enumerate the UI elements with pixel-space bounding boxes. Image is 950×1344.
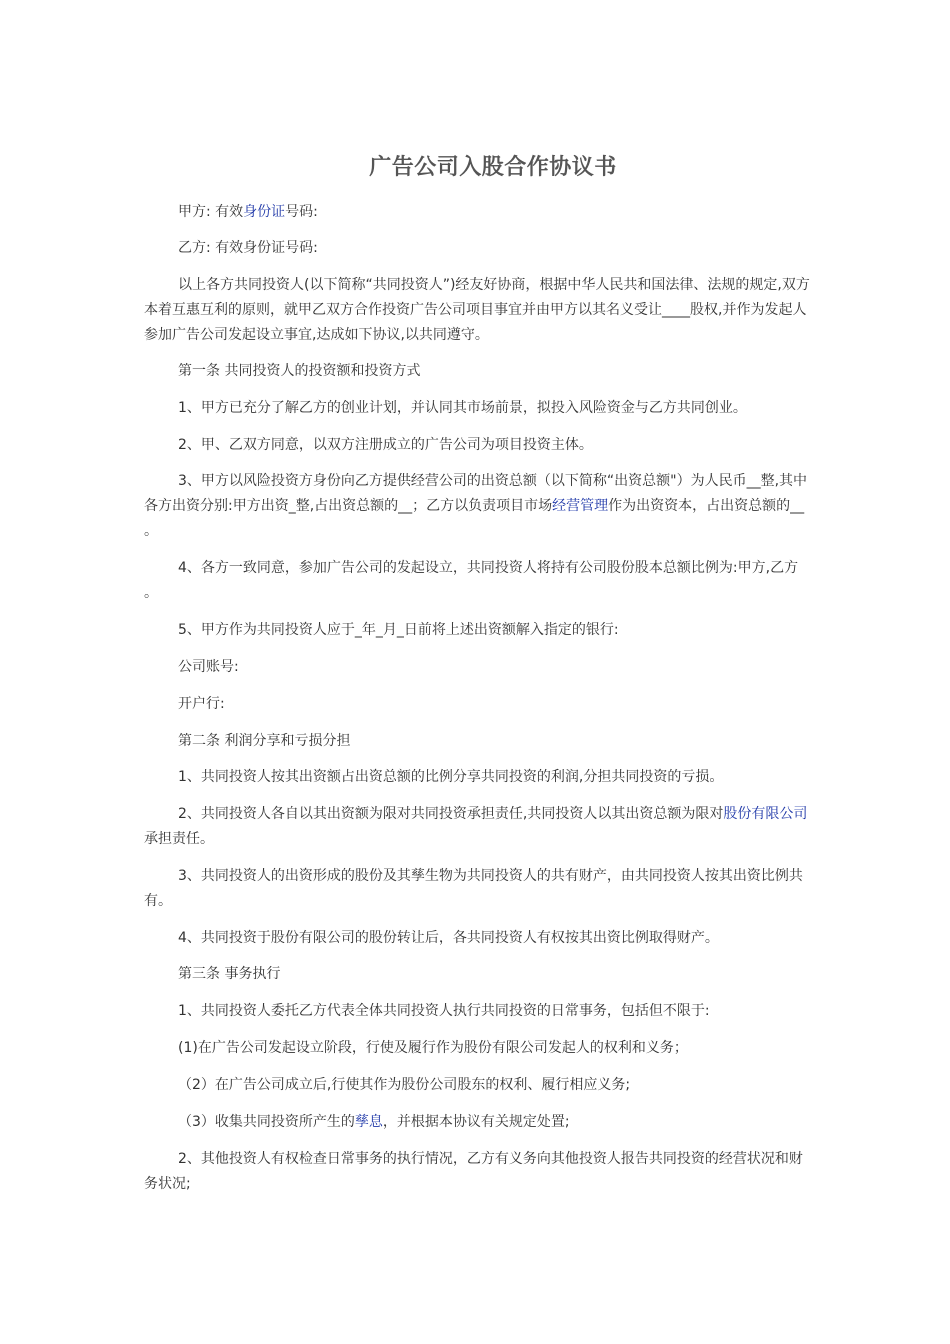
clause-3-text: 3、甲方以风险投资方身份向乙方提供经营公司的出资总额（以下简称“出资总额"）为人民币__整,其中各方出资分别:甲方出资_整,占出资总额的__；乙方以负责项目市场	[144, 473, 808, 514]
article-3-title: 第三条 事务执行	[178, 966, 281, 982]
interest-link[interactable]: 孳息	[354, 1114, 383, 1130]
article-3-item-1: (1)在广告公司发起设立阶段，行使及履行作为股份有限公司发起人的权利和义务；	[178, 1040, 688, 1056]
article-1-title: 第一条 共同投资人的投资额和投资方式	[178, 363, 421, 379]
clause-2-text: 2、共同投资人各自以其出资额为限对共同投资承担责任,共同投资人以其出资总额为限对	[178, 806, 724, 822]
article-3-item-2: （2）在广告公司成立后,行使其作为股份公司股东的权利、履行相应义务;	[178, 1077, 631, 1093]
article-1-clause-5: 5、甲方作为共同投资人应于_年_月_日前将上述出资额解入指定的银行:	[178, 622, 619, 638]
article-2-clause-4: 4、共同投资于股份有限公司的股份转让后，各共同投资人有权按其出资比例取得财产。	[178, 930, 719, 946]
item-3-suffix: ，并根据本协议有关规定处置;	[382, 1114, 570, 1130]
party-a-label: 甲方: 有效	[178, 204, 244, 220]
company-account-line: 公司账号:	[178, 659, 239, 675]
article-3-item-3	[144, 1110, 810, 1135]
party-a-suffix: 号码:	[285, 204, 318, 220]
article-2-title: 第二条 利润分享和亏损分担	[178, 733, 351, 749]
item-3-text: （3）收集共同投资所产生的	[178, 1114, 355, 1130]
intro-paragraph: 以上各方共同投资人(以下简称“共同投资人”)经友好协商，根据中华人民共和国法律、法规的规定,双方本着互惠互利的原则，就甲乙双方合作投资广告公司项目事宜并由甲方以其名义受让____股权,并作为发起人参加广告公司发起设立事宜,达成如下协议,以共同遵守。	[144, 277, 810, 343]
article-3-clause-1: 1、共同投资人委托乙方代表全体共同投资人执行共同投资的日常事务，包括但不限于:	[178, 1003, 710, 1019]
clause-2-suffix: 承担责任。	[144, 831, 214, 847]
party-a-line	[144, 200, 810, 225]
business-management-link[interactable]: 经营管理	[552, 498, 609, 514]
document-title: 广告公司入股合作协议书	[369, 155, 617, 180]
article-2-clause-3: 3、共同投资人的出资形成的股份及其孳生物为共同投资人的共有财产，由共同投资人按其出资比例共有。	[144, 868, 803, 909]
article-2-clause-2	[144, 802, 810, 852]
article-1-clause-2: 2、甲、乙双方同意，以双方注册成立的广告公司为项目投资主体。	[178, 437, 593, 453]
article-1-clause-3	[144, 469, 810, 544]
article-2-clause-1: 1、共同投资人按其出资额占出资总额的比例分享共同投资的利润,分担共同投资的亏损。	[178, 769, 724, 785]
bank-line: 开户行:	[178, 696, 225, 712]
article-1-clause-4: 4、各方一致同意，参加广告公司的发起设立，共同投资人将持有公司股份股本总额比例为:甲方,乙方 。	[144, 560, 799, 601]
clause-3-suffix: 作为出资资本，占出资总额的__ 。	[144, 498, 805, 539]
article-1-clause-1: 1、甲方已充分了解乙方的创业计划，并认同其市场前景，拟投入风险资金与乙方共同创业。	[178, 400, 747, 416]
party-b-line: 乙方: 有效身份证号码:	[178, 240, 318, 256]
article-3-clause-2: 2、其他投资人有权检查日常事务的执行情况，乙方有义务向其他投资人报告共同投资的经营状况和财务状况;	[144, 1151, 803, 1192]
joint-stock-company-link[interactable]: 股份有限公司	[723, 806, 808, 822]
id-card-link[interactable]: 身份证	[243, 204, 286, 220]
